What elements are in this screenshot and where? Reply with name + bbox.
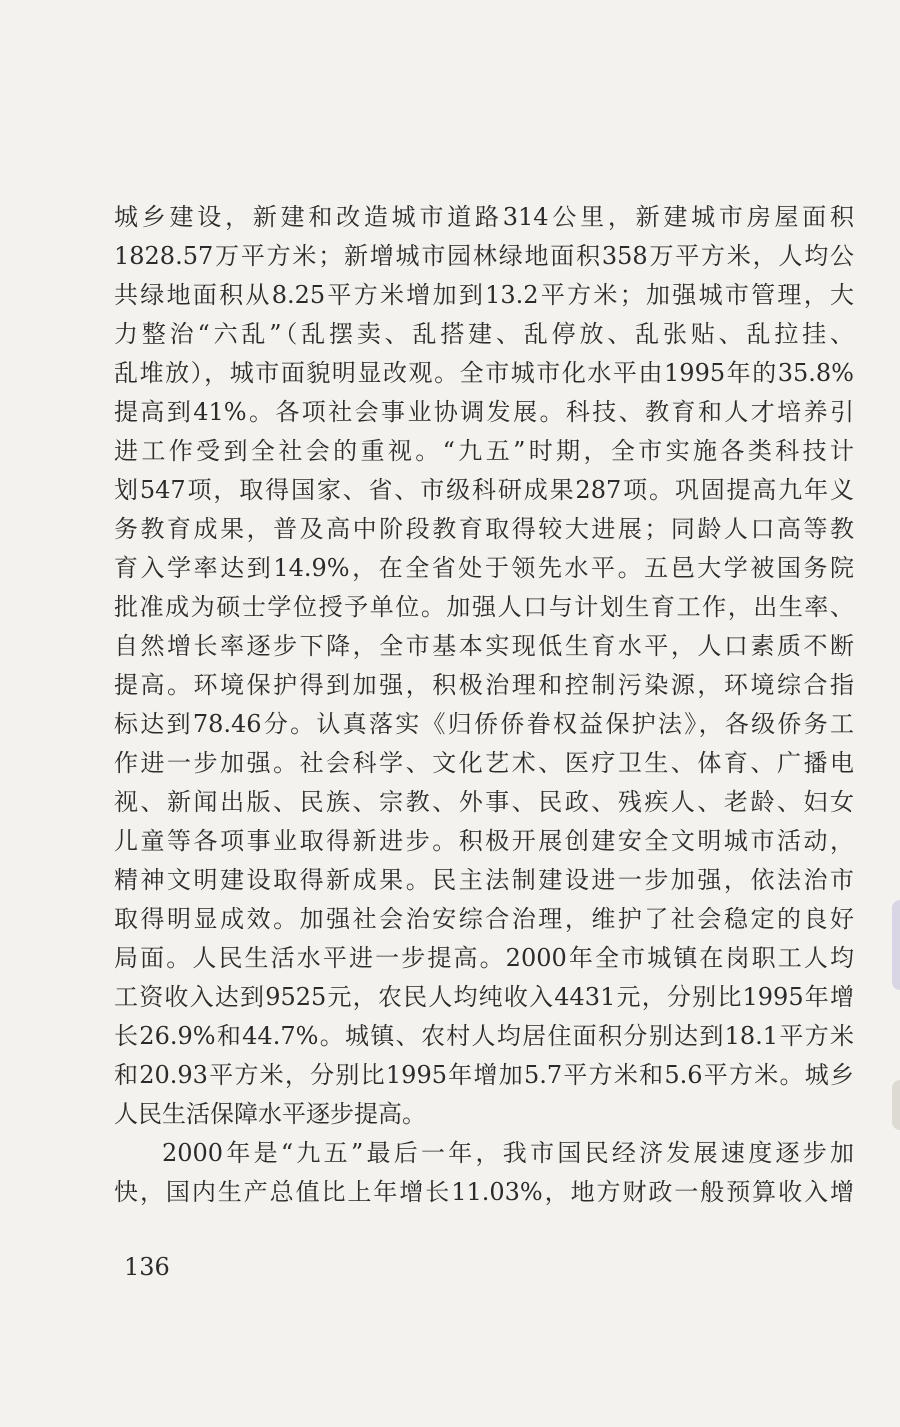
text-line: 划547项，取得国家、省、市级科研成果287项。巩固提高九年义 <box>114 476 854 504</box>
text-line: 工资收入达到9525元，农民人均纯收入4431元，分别比1995年增 <box>114 983 854 1011</box>
text-line: 乱堆放），城市面貌明显改观。全市城市化水平由1995年的35.8% <box>114 359 854 387</box>
text-line: 提高到41%。各项社会事业协调发展。科技、教育和人才培养引 <box>114 398 854 426</box>
text-line: 共绿地面积从8.25平方米增加到13.2平方米；加强城市管理，大 <box>114 281 854 309</box>
text-line: 务教育成果，普及高中阶段教育取得较大进展；同龄人口高等教 <box>114 515 854 543</box>
text-line: 取得明显成效。加强社会治安综合治理，维护了社会稳定的良好 <box>114 905 854 933</box>
text-line: 标达到78.46分。认真落实《归侨侨眷权益保护法》，各级侨务工 <box>114 710 854 738</box>
text-line-paragraph-start: 2000年是“九五”最后一年，我市国民经济发展速度逐步加 <box>162 1139 854 1167</box>
text-line: 视、新闻出版、民族、宗教、外事、民政、残疾人、老龄、妇女 <box>114 788 854 816</box>
page-edge-mark <box>892 1080 900 1130</box>
text-line: 提高。环境保护得到加强，积极治理和控制污染源，环境综合指 <box>114 671 854 699</box>
text-line: 1828.57万平方米；新增城市园林绿地面积358万平方米，人均公 <box>114 242 854 270</box>
text-line: 儿童等各项事业取得新进步。积极开展创建安全文明城市活动， <box>114 827 854 855</box>
text-line: 批准成为硕士学位授予单位。加强人口与计划生育工作，出生率、 <box>114 593 854 621</box>
text-line: 进工作受到全社会的重视。“九五”时期，全市实施各类科技计 <box>114 437 854 465</box>
page-edge-mark <box>892 900 900 990</box>
text-line: 和20.93平方米，分别比1995年增加5.7平方米和5.6平方米。城乡 <box>114 1061 854 1089</box>
text-line: 城乡建设，新建和改造城市道路314公里，新建城市房屋面积 <box>114 203 854 231</box>
body-text <box>114 198 854 1212</box>
text-line: 作进一步加强。社会科学、文化艺术、医疗卫生、体育、广播电 <box>114 749 854 777</box>
text-line: 自然增长率逐步下降，全市基本实现低生育水平，人口素质不断 <box>114 632 854 660</box>
page-number: 136 <box>124 1253 170 1281</box>
text-line: 长26.9%和44.7%。城镇、农村人均居住面积分别达到18.1平方米 <box>114 1022 854 1050</box>
text-line: 快，国内生产总值比上年增长11.03%，地方财政一般预算收入增 <box>114 1178 854 1206</box>
text-line-paragraph-end: 人民生活保障水平逐步提高。 <box>114 1100 426 1128</box>
text-line: 局面。人民生活水平进一步提高。2000年全市城镇在岗职工人均 <box>114 944 854 972</box>
text-line: 精神文明建设取得新成果。民主法制建设进一步加强，依法治市 <box>114 866 854 894</box>
text-line: 力整治“六乱”（乱摆卖、乱搭建、乱停放、乱张贴、乱拉挂、 <box>114 320 854 348</box>
text-line: 育入学率达到14.9%，在全省处于领先水平。五邑大学被国务院 <box>114 554 854 582</box>
